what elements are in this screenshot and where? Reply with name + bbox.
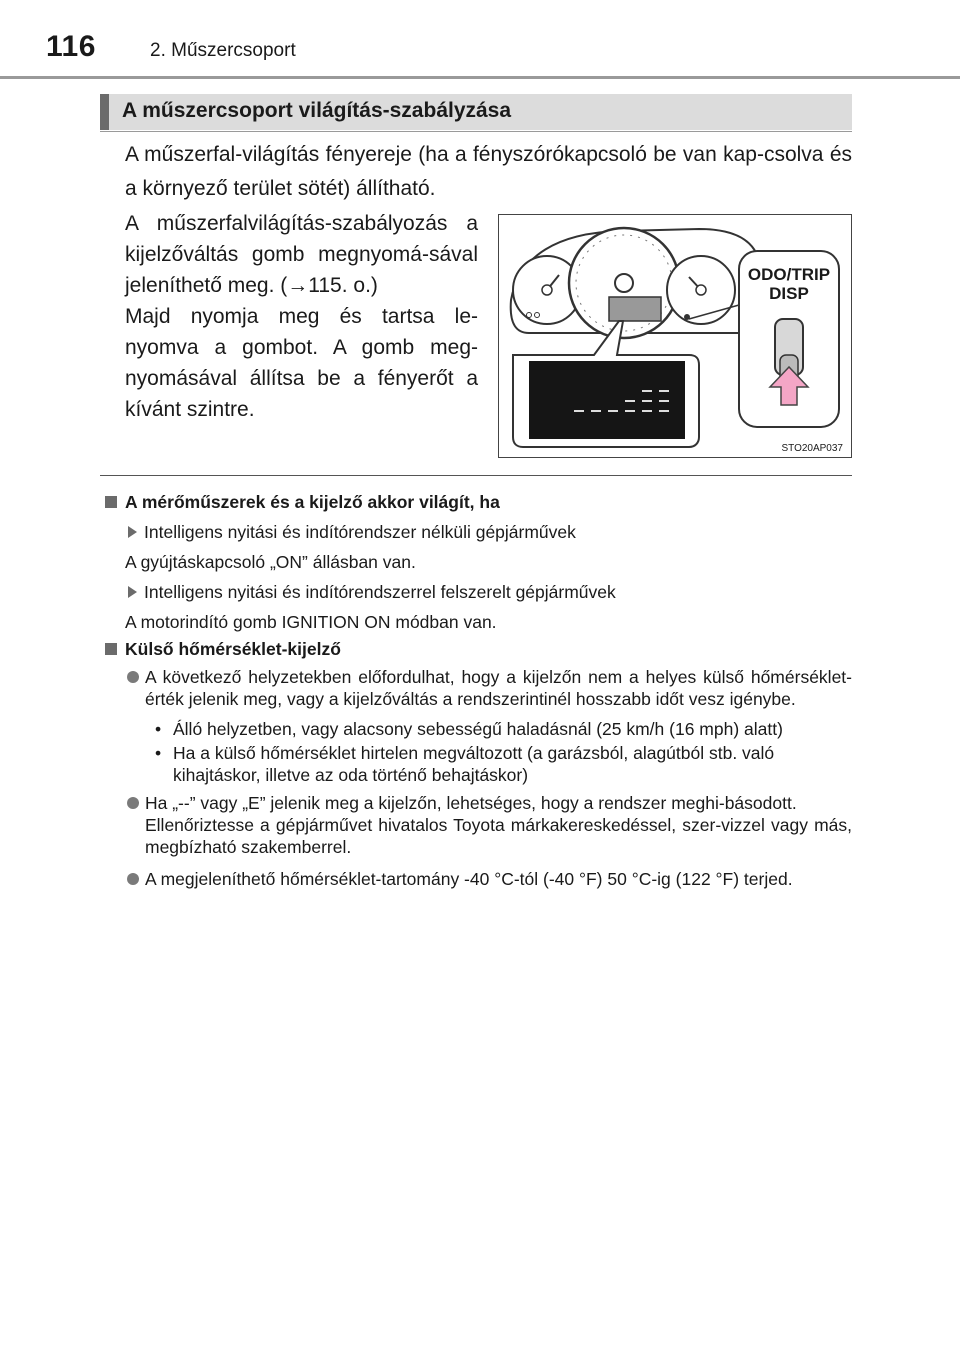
note-heading-1-text: A mérőműszerek és a kijelző akkor világít, ha bbox=[125, 492, 500, 512]
instrument-cluster-illustration bbox=[499, 215, 852, 458]
bullet-item-2 bbox=[100, 792, 852, 858]
circle-bullet-icon bbox=[127, 671, 139, 683]
bullet-item-3-text: A megjeleníthető hőmérséklet-tartomány -40 °C-tól (-40 °F) 50 °C-ig (122 °F) terjed. bbox=[145, 869, 793, 889]
square-bullet-icon bbox=[105, 643, 117, 655]
triangle-arrow-icon bbox=[128, 526, 137, 538]
sub-item-2-text: Ha a külső hőmérséklet hirtelen megváltozott (a garázsból, alagútból stb. való kihajtáskor, illetve az oda történő behajtáskor) bbox=[173, 743, 775, 785]
button-label-line2: DISP bbox=[769, 284, 809, 303]
instruction-text bbox=[125, 208, 478, 425]
note-text-2: A motorindító gomb IGNITION ON módban van. bbox=[125, 612, 497, 632]
arrow-item-1-text: Intelligens nyitási és indítórendszer nélküli gépjárművek bbox=[144, 522, 576, 542]
circle-bullet-icon bbox=[127, 797, 139, 809]
sub-item-1 bbox=[100, 718, 852, 740]
bullet-item-1-text: A következő helyzetekben előfordulhat, hogy a kijelzőn nem a helyes külső hőmérséklet-érték jelenik meg, vagy a kijelzőváltás a rendszerintinél hosszabb időt vesz igénybe. bbox=[145, 667, 852, 709]
figure-code: STO20AP037 bbox=[781, 443, 843, 454]
note-heading-2-text: Külső hőmérséklet-kijelző bbox=[125, 639, 341, 659]
sub-item-1-text: Álló helyzetben, vagy alacsony sebességű haladásnál (25 km/h (16 mph) alatt) bbox=[173, 719, 783, 739]
instrument-cluster-figure bbox=[498, 214, 852, 458]
section-heading-bar bbox=[100, 94, 852, 130]
header-rule bbox=[0, 76, 960, 79]
instruction-paragraph-1: A műszerfalvilágítás-szabályozás a kijelzőváltás gomb megnyomá-sával jeleníthető meg. (→115. o.) bbox=[125, 212, 478, 297]
circle-bullet-icon bbox=[127, 873, 139, 885]
bullet-item-2b-text: Ellenőriztesse a gépjárművet hivatalos Toyota márkakereskedéssel, szer-vizzel vagy más, megbízható szakemberrel. bbox=[145, 815, 852, 857]
sub-bullet-mark: • bbox=[155, 743, 162, 763]
arrow-item-2 bbox=[100, 581, 852, 603]
square-bullet-icon bbox=[105, 496, 117, 508]
section-rule bbox=[100, 131, 852, 132]
bullet-item-2-text: Ha „--” vagy „E” jelenik meg a kijelzőn, lehetséges, hogy a rendszer meghi-básodott. bbox=[145, 793, 797, 813]
sub-bullet-mark: • bbox=[155, 719, 162, 739]
button-label-line1: ODO/TRIP bbox=[747, 265, 831, 284]
note-text-1: A gyújtáskapcsoló „ON” állásban van. bbox=[125, 552, 416, 572]
bullet-item-1 bbox=[100, 666, 852, 710]
notes-content bbox=[100, 486, 852, 890]
intro-paragraph: A műszerfal-világítás fényereje (ha a fényszórókapcsoló be van kap-csolva és a környező terület sötét) állítható. bbox=[125, 143, 852, 200]
note-heading-1 bbox=[100, 491, 852, 513]
section-title: A műszercsoport világítás-szabályzása bbox=[122, 99, 512, 122]
arrow-item-1 bbox=[100, 521, 852, 543]
instruction-paragraph-2: Majd nyomja meg és tartsa le-nyomva a gombot. A gomb meg-nyomásával állítsa be a fényerőt a kívánt szintre. bbox=[125, 305, 478, 421]
sub-item-2 bbox=[100, 742, 852, 786]
arrow-item-2-text: Intelligens nyitási és indítórendszerrel felszerelt gépjárművek bbox=[144, 582, 616, 602]
bullet-item-3 bbox=[100, 868, 852, 890]
note-heading-2 bbox=[100, 638, 852, 660]
divider bbox=[100, 475, 852, 476]
triangle-arrow-icon bbox=[128, 586, 137, 598]
running-head: 2. Műszercsoport bbox=[150, 40, 296, 61]
page-number: 116 bbox=[46, 30, 96, 63]
